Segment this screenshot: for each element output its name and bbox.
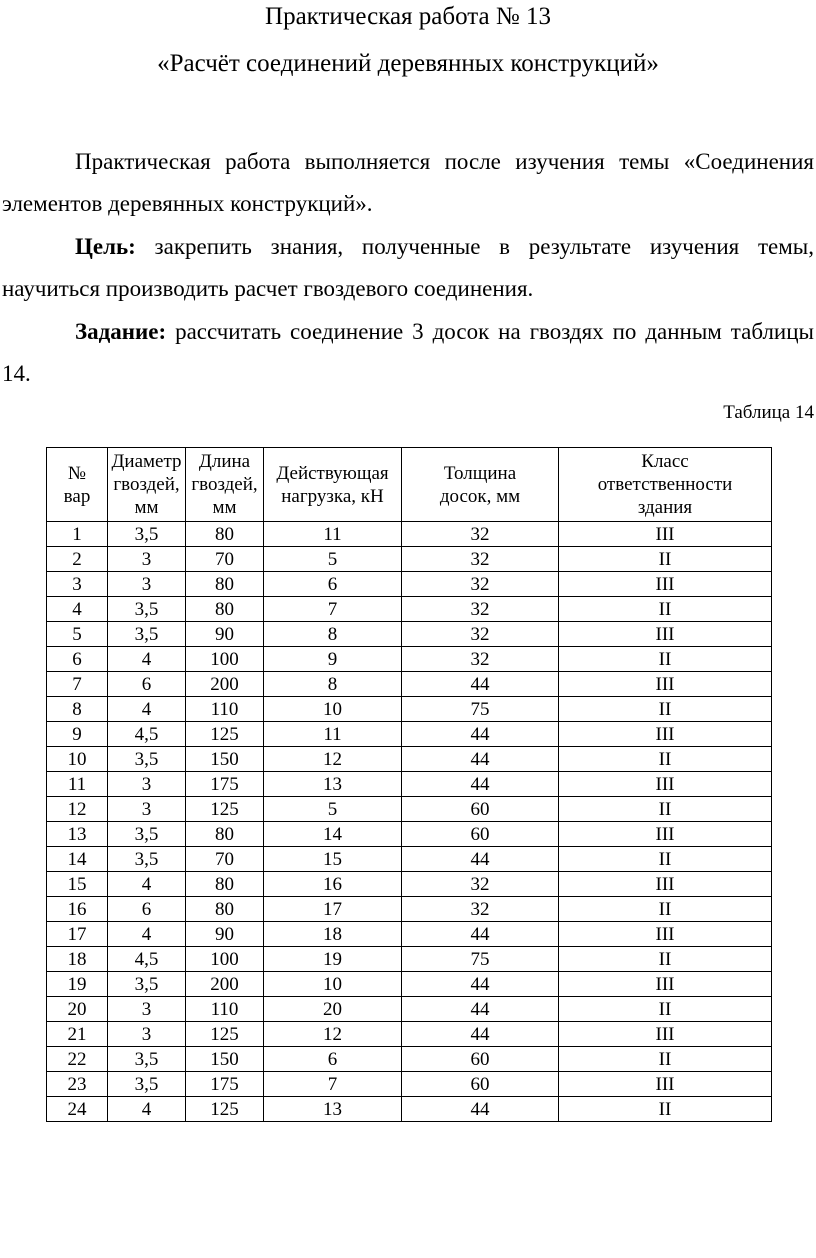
- table-cell: II: [559, 547, 772, 572]
- table-cell: III: [559, 622, 772, 647]
- table-row: [47, 997, 772, 1022]
- header-board-thickness: [402, 448, 559, 522]
- table-cell: 80: [186, 572, 264, 597]
- table-row: [47, 772, 772, 797]
- table-cell: 75: [402, 947, 559, 972]
- document-subtitle: «Расчёт соединений деревянных конструкций»: [157, 50, 659, 77]
- table-cell: 14: [264, 822, 402, 847]
- table-cell: 15: [264, 847, 402, 872]
- table-cell: 75: [402, 697, 559, 722]
- document-title: Практическая работа № 13: [265, 3, 551, 30]
- table-cell: 3: [47, 572, 108, 597]
- table-cell: 125: [186, 1097, 264, 1122]
- table-body: [47, 522, 772, 1122]
- table-cell: 2: [47, 547, 108, 572]
- table-cell: 32: [402, 597, 559, 622]
- table-caption: Таблица 14: [723, 402, 814, 423]
- header-nail-diameter: [108, 448, 186, 522]
- header-line: Класс: [641, 451, 689, 472]
- table-cell: 44: [402, 997, 559, 1022]
- table-cell: II: [559, 847, 772, 872]
- table-cell: 44: [402, 1097, 559, 1122]
- table-cell: III: [559, 1072, 772, 1097]
- table-cell: 15: [47, 872, 108, 897]
- table-cell: 3: [108, 547, 186, 572]
- header-line: №: [67, 462, 87, 484]
- table-cell: 8: [264, 672, 402, 697]
- table-cell: 44: [402, 772, 559, 797]
- table-cell: 44: [402, 972, 559, 997]
- table-cell: 44: [402, 1022, 559, 1047]
- table-cell: 12: [264, 747, 402, 772]
- table-cell: 13: [264, 772, 402, 797]
- table-cell: 175: [186, 1072, 264, 1097]
- table-cell: 13: [47, 822, 108, 847]
- table-cell: 9: [264, 647, 402, 672]
- header-line: досок, мм: [439, 485, 521, 507]
- header-line: нагрузка, кН: [281, 485, 384, 507]
- table-cell: III: [559, 1022, 772, 1047]
- table-cell: 4: [108, 1097, 186, 1122]
- table-cell: 175: [186, 772, 264, 797]
- table-row: [47, 672, 772, 697]
- table-cell: 11: [264, 722, 402, 747]
- table-cell: III: [559, 872, 772, 897]
- table-cell: III: [559, 972, 772, 997]
- table-cell: 80: [186, 822, 264, 847]
- table-cell: 4: [108, 647, 186, 672]
- table-cell: 24: [47, 1097, 108, 1122]
- table-row: [47, 722, 772, 747]
- table-row: [47, 522, 772, 547]
- table-cell: 6: [108, 672, 186, 697]
- table-row: [47, 622, 772, 647]
- table-cell: II: [559, 897, 772, 922]
- table-cell: 3: [108, 997, 186, 1022]
- table-cell: II: [559, 997, 772, 1022]
- header-line: гвоздей,: [113, 474, 180, 495]
- header-line: здания: [637, 497, 693, 518]
- header-line: мм: [212, 497, 237, 518]
- table-cell: 6: [47, 647, 108, 672]
- table-cell: 8: [47, 697, 108, 722]
- table-cell: 3,5: [108, 1047, 186, 1072]
- table-cell: 70: [186, 547, 264, 572]
- table-cell: II: [559, 647, 772, 672]
- table-cell: 12: [264, 1022, 402, 1047]
- table-row: [47, 1072, 772, 1097]
- table-cell: 110: [186, 997, 264, 1022]
- table-cell: 3,5: [108, 522, 186, 547]
- table-cell: 17: [264, 897, 402, 922]
- table-row: [47, 697, 772, 722]
- table-cell: 6: [108, 897, 186, 922]
- table-cell: 6: [264, 1047, 402, 1072]
- table-cell: 90: [186, 922, 264, 947]
- intro-text: Практическая работа выполняется после изучения темы «Соединения элементов деревянных конструкций».: [2, 149, 814, 216]
- header-line: вар: [63, 485, 91, 507]
- table-cell: III: [559, 722, 772, 747]
- table-cell: III: [559, 922, 772, 947]
- table-cell: 20: [264, 997, 402, 1022]
- table-cell: 125: [186, 722, 264, 747]
- table-cell: 3,5: [108, 622, 186, 647]
- task-label: Задание:: [75, 319, 167, 344]
- table-cell: 44: [402, 747, 559, 772]
- task-paragraph: [2, 311, 814, 395]
- table-cell: III: [559, 522, 772, 547]
- table-cell: 11: [47, 772, 108, 797]
- table-cell: 5: [264, 797, 402, 822]
- table-cell: II: [559, 697, 772, 722]
- table-cell: 7: [47, 672, 108, 697]
- table-cell: 4,5: [108, 947, 186, 972]
- table-cell: 3: [108, 772, 186, 797]
- table-cell: 17: [47, 922, 108, 947]
- table-cell: 70: [186, 847, 264, 872]
- table-cell: 60: [402, 1072, 559, 1097]
- task-text: рассчитать соединение 3 досок на гвоздях по данным таблицы 14.: [2, 319, 814, 386]
- header-line: Толщина: [443, 462, 517, 484]
- table-cell: 100: [186, 647, 264, 672]
- table-row: [47, 1022, 772, 1047]
- table-cell: 32: [402, 647, 559, 672]
- table-cell: 20: [47, 997, 108, 1022]
- table-cell: 125: [186, 1022, 264, 1047]
- table-cell: 18: [47, 947, 108, 972]
- table-row: [47, 647, 772, 672]
- table-row: [47, 572, 772, 597]
- table-cell: 3: [108, 797, 186, 822]
- table-cell: 3,5: [108, 847, 186, 872]
- goal-label: Цель:: [75, 234, 136, 259]
- table-cell: II: [559, 747, 772, 772]
- table-row: [47, 972, 772, 997]
- table-cell: 4: [108, 697, 186, 722]
- table-row: [47, 547, 772, 572]
- table-cell: 10: [264, 697, 402, 722]
- table-cell: 5: [264, 547, 402, 572]
- table-cell: III: [559, 572, 772, 597]
- table-cell: 19: [264, 947, 402, 972]
- table-cell: 150: [186, 747, 264, 772]
- table-cell: 10: [264, 972, 402, 997]
- table-row: [47, 822, 772, 847]
- table-cell: 60: [402, 822, 559, 847]
- table-cell: 7: [264, 1072, 402, 1097]
- table-row: [47, 872, 772, 897]
- table-cell: 14: [47, 847, 108, 872]
- table-cell: 5: [47, 622, 108, 647]
- table-cell: 22: [47, 1047, 108, 1072]
- table-cell: II: [559, 1047, 772, 1072]
- header-nail-length: [186, 448, 264, 522]
- table-cell: 90: [186, 622, 264, 647]
- table-cell: 3: [108, 1022, 186, 1047]
- table-cell: 4: [108, 922, 186, 947]
- header-line: мм: [134, 497, 159, 518]
- header-line: Действующая: [276, 462, 389, 484]
- table-cell: 44: [402, 922, 559, 947]
- table-cell: 80: [186, 897, 264, 922]
- table-cell: 32: [402, 897, 559, 922]
- table-row: [47, 797, 772, 822]
- table-cell: 16: [47, 897, 108, 922]
- table-cell: 44: [402, 672, 559, 697]
- table-row: [47, 747, 772, 772]
- table-cell: 23: [47, 1072, 108, 1097]
- table-cell: 44: [402, 722, 559, 747]
- table-cell: 32: [402, 547, 559, 572]
- table-cell: 80: [186, 522, 264, 547]
- table-cell: 6: [264, 572, 402, 597]
- table-cell: 8: [264, 622, 402, 647]
- table-cell: III: [559, 672, 772, 697]
- header-load: [264, 448, 402, 522]
- table-cell: II: [559, 1097, 772, 1122]
- table-row: [47, 897, 772, 922]
- header-line: Диаметр: [111, 451, 182, 472]
- table-cell: 4: [108, 872, 186, 897]
- table-cell: 9: [47, 722, 108, 747]
- table-cell: 4: [47, 597, 108, 622]
- variants-table: [46, 447, 772, 1122]
- table-row: [47, 597, 772, 622]
- table-cell: II: [559, 947, 772, 972]
- table-cell: 18: [264, 922, 402, 947]
- table-cell: 125: [186, 797, 264, 822]
- table-cell: II: [559, 797, 772, 822]
- header-line: гвоздей,: [191, 474, 258, 495]
- table-cell: 16: [264, 872, 402, 897]
- intro-paragraph: [2, 141, 814, 225]
- header-line: ответственности: [597, 474, 733, 495]
- table-cell: 100: [186, 947, 264, 972]
- table-cell: 200: [186, 672, 264, 697]
- table-cell: 21: [47, 1022, 108, 1047]
- table-cell: 10: [47, 747, 108, 772]
- table-cell: 80: [186, 597, 264, 622]
- table-cell: 60: [402, 797, 559, 822]
- table-header-row: [47, 448, 772, 522]
- table-cell: 150: [186, 1047, 264, 1072]
- table-row: [47, 847, 772, 872]
- table-cell: 11: [264, 522, 402, 547]
- table-cell: 3,5: [108, 747, 186, 772]
- table-cell: 7: [264, 597, 402, 622]
- table-cell: 3: [108, 572, 186, 597]
- table-cell: II: [559, 597, 772, 622]
- table-row: [47, 1047, 772, 1072]
- table-cell: 3,5: [108, 597, 186, 622]
- table-cell: III: [559, 772, 772, 797]
- table-cell: 44: [402, 847, 559, 872]
- header-variant: [47, 448, 108, 522]
- table-cell: 3,5: [108, 822, 186, 847]
- goal-paragraph: [2, 226, 814, 310]
- table-cell: 3,5: [108, 972, 186, 997]
- table-cell: 32: [402, 522, 559, 547]
- table-cell: 12: [47, 797, 108, 822]
- table-cell: 110: [186, 697, 264, 722]
- header-responsibility-class: [559, 448, 772, 522]
- table-cell: 4,5: [108, 722, 186, 747]
- header-line: Длина: [198, 451, 251, 472]
- table-cell: 200: [186, 972, 264, 997]
- table-cell: 13: [264, 1097, 402, 1122]
- table-row: [47, 947, 772, 972]
- table-cell: 3,5: [108, 1072, 186, 1097]
- table-cell: 32: [402, 872, 559, 897]
- table-row: [47, 1097, 772, 1122]
- table-cell: 1: [47, 522, 108, 547]
- table-cell: 19: [47, 972, 108, 997]
- table-row: [47, 922, 772, 947]
- table-cell: 60: [402, 1047, 559, 1072]
- table-cell: 80: [186, 872, 264, 897]
- table-cell: 32: [402, 572, 559, 597]
- table-cell: 32: [402, 622, 559, 647]
- table-cell: III: [559, 822, 772, 847]
- goal-text: закрепить знания, полученные в результате изучения темы, научиться производить расчет гвоздевого соединения.: [2, 234, 814, 301]
